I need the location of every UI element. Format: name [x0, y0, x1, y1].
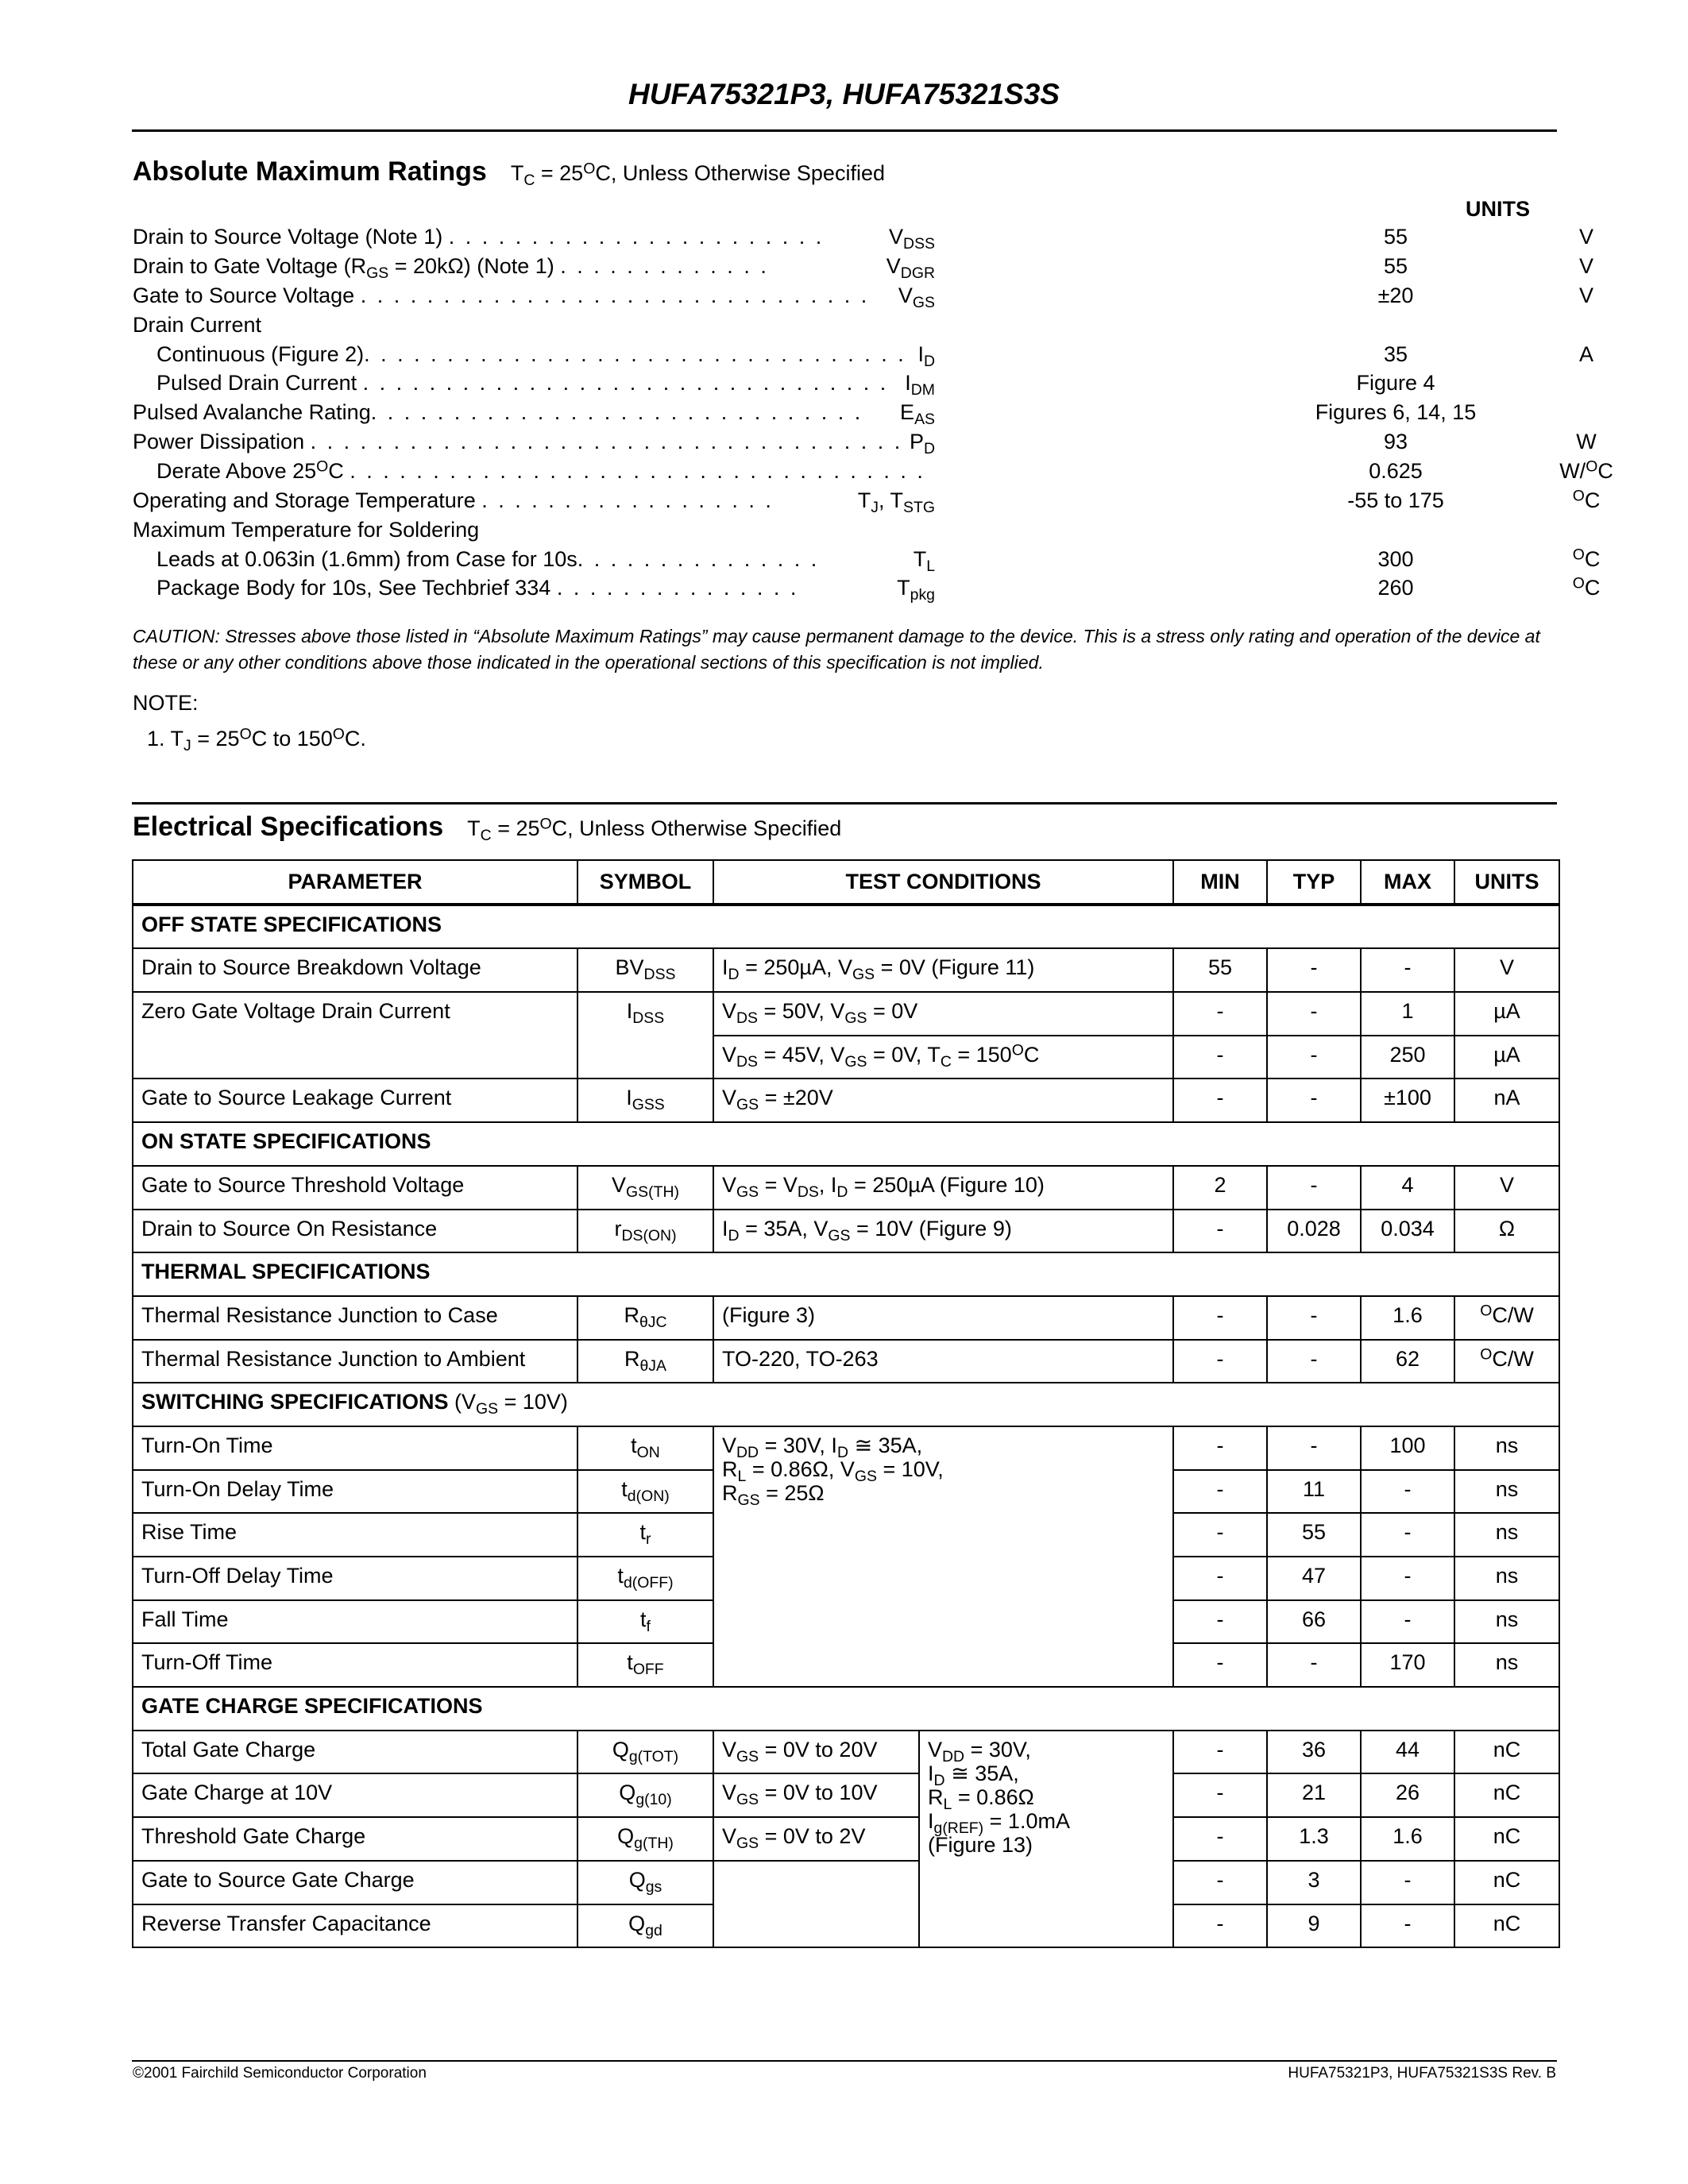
section-row-gate-charge: GATE CHARGE SPECIFICATIONS: [133, 1687, 1559, 1731]
table-row: Fall Time $t_f$ - 66 - ns: [133, 1600, 1559, 1644]
col-header-parameter: PARAMETER: [133, 860, 577, 905]
rating-value: ±20: [1377, 284, 1414, 307]
col-header-test-conditions: TEST CONDITIONS: [713, 860, 1173, 905]
note-title: NOTE:: [133, 691, 199, 715]
table-row: Turn-On Delay Time $t_{d(ON)}$ - 11 - ns: [133, 1470, 1559, 1514]
rating-row-eas: Pulsed Avalanche Rating. . . . . . . . . . . . . . . . . . . . . . . . . . . . . . $E_{AS}$ Figures 6, 14, 15: [133, 400, 1562, 429]
table-row: Drain to Source On Resistance $r_{DS(ON)}$ $I_D = 35A$, $V_{GS} = 10V$ (Figure 9) - 0.028 0.034 Ω: [133, 1210, 1559, 1253]
rating-row-vdss: Drain to Source Voltage (Note 1) . . . . . . . . . . . . . . . . . . . . . . . $V_{DSS}$ 55 V: [133, 225, 1562, 253]
table-row: Reverse Transfer Capacitance $Q_{gd}$ - 9 - nC: [133, 1904, 1559, 1948]
note-item-1: 1. $T_J = 25^OC$ to $150^OC$.: [147, 725, 366, 754]
table-row: Thermal Resistance Junction to Ambient $R_{\theta JA}$ TO-220, TO-263 - - 62 $^O$C/W: [133, 1340, 1559, 1383]
table-row: Gate to Source Threshold Voltage $V_{GS(TH)}$ $V_{GS} = V_{DS}$, $I_D = 250\mu A$ (Figure 10) 2 - 4 V: [133, 1166, 1559, 1210]
rating-unit: $^O$C: [1572, 546, 1601, 571]
table-row: Turn-Off Delay Time $t_{d(OFF)}$ - 47 - ns: [133, 1557, 1559, 1600]
rating-row-soldering: Maximum Temperature for Soldering: [133, 518, 480, 542]
rating-value: 55: [1383, 225, 1408, 249]
elec-spec-heading: [133, 812, 841, 843]
rating-value: Figures 6, 14, 15: [1315, 400, 1477, 424]
section-row-on-state: ON STATE SPECIFICATIONS: [133, 1122, 1559, 1166]
section-rule: [132, 802, 1557, 805]
rating-value: 35: [1383, 342, 1408, 366]
col-header-typ: TYP: [1267, 860, 1361, 905]
rating-unit: V: [1578, 225, 1593, 249]
rating-row-derate: Derate Above $25^OC$ . . . . . . . . . . . . . . . . . . . . . . . . . . . . . . . . . . . 0.625 W/$^O$C: [133, 459, 1562, 488]
rating-unit: V: [1578, 284, 1593, 307]
rating-row-tpkg: Package Body for 10s, See Techbrief 334 . . . . . . . . . . . . . . . $T_{pkg}$ 260 $^O$C: [133, 576, 1562, 604]
rating-value: 300: [1377, 547, 1414, 571]
rating-value: 0.625: [1369, 459, 1423, 483]
table-row: Threshold Gate Charge $Q_{g(TH)}$ $V_{GS} = 0V$ to 2V - 1.3 1.6 nC: [133, 1817, 1559, 1861]
rating-value: 55: [1383, 254, 1408, 278]
header-rule: [132, 129, 1557, 132]
rating-symbol: $V_{DGR}$: [886, 254, 935, 282]
rating-value: Figure 4: [1356, 371, 1435, 395]
rating-unit: A: [1578, 342, 1593, 366]
units-column-header: UNITS: [1466, 197, 1530, 221]
table-row: Drain to Source Breakdown Voltage $BV_{DSS}$ $I_D = 250\mu A$, $V_{GS} = 0V$ (Figure 11) 55 - - V: [133, 948, 1559, 992]
abs-max-heading: [133, 156, 885, 187]
abs-max-title: Absolute Maximum Ratings: [133, 156, 487, 187]
table-row: Gate to Source Gate Charge $Q_{gs}$ - 3 - nC: [133, 1861, 1559, 1904]
rating-row-pd: Power Dissipation . . . . . . . . . . . . . . . . . . . . . . . . . . . . . . . . . . . . $P_D$ 93 W: [133, 430, 1562, 458]
switching-test-conditions: $V_{DD} = 30V$, $I_D$ ≅ 35A, $R_L = 0.86\Omega$, $V_{GS} = 10V$, $R_{GS} = 25\Omega$: [713, 1426, 1173, 1687]
elec-spec-title: Electrical Specifications: [133, 812, 444, 842]
rating-symbol: $T_L$: [913, 547, 935, 575]
section-row-switching: SWITCHING SPECIFICATIONS $(V_{GS} = 10V)$: [133, 1383, 1559, 1426]
caution-text: CAUTION: Stresses above those listed in “Absolute Maximum Ratings” may cause permanent damage to the device. This is a stress only rating and operation of the device at these or any other conditions above those indicated in the operational sections of this specification is not implied.: [133, 626, 1540, 673]
rating-unit: W: [1576, 430, 1597, 453]
rating-symbol: $V_{DSS}$: [889, 225, 935, 253]
col-header-max: MAX: [1361, 860, 1454, 905]
rating-value: -55 to 175: [1347, 488, 1444, 512]
table-row: Gate to Source Leakage Current $I_{GSS}$ $V_{GS} = \pm 20V$ - - ±100 nA: [133, 1078, 1559, 1122]
table-row: Thermal Resistance Junction to Case $R_{\theta JC}$ (Figure 3) - - 1.6 $^O$C/W: [133, 1296, 1559, 1340]
footer-part-revision: HUFA75321P3, HUFA75321S3S Rev. B: [1288, 2065, 1556, 2082]
rating-row-vgs: Gate to Source Voltage . . . . . . . . . . . . . . . . . . . . . . . . . . . . . . . $V_{GS}$ ±20 V: [133, 284, 1562, 312]
abs-max-condition: $T_C = 25^OC$, Unless Otherwise Specified: [510, 160, 885, 189]
gate-charge-test-conditions: $V_{DD} = 30V$, $I_D$ ≅ 35A, $R_L = 0.86\Omega$ $I_{g(REF)} = 1.0mA$ (Figure 13): [919, 1731, 1173, 1947]
rating-value: 93: [1383, 430, 1408, 453]
rating-row-id: Continuous (Figure 2). . . . . . . . . . . . . . . . . . . . . . . . . . . . . . . . . $I_D$ 35 A: [133, 342, 1562, 371]
table-row: Zero Gate Voltage Drain Current $I_{DSS}$ $V_{DS} = 50V$, $V_{GS} = 0V$ - - 1 µA: [133, 992, 1559, 1036]
elec-spec-condition: $T_C = 25^OC$, Unless Otherwise Specified: [467, 815, 842, 844]
rating-symbol: $E_{AS}$: [900, 400, 935, 428]
rating-symbol: $V_{GS}$: [898, 284, 935, 311]
table-row: Gate Charge at 10V $Q_{g(10)}$ $V_{GS} = 0V$ to 10V - 21 26 nC: [133, 1773, 1559, 1817]
footer-rule: [132, 2060, 1557, 2062]
document-title: HUFA75321P3, HUFA75321S3S: [628, 78, 1060, 110]
rating-unit: V: [1578, 254, 1593, 278]
col-header-symbol: SYMBOL: [577, 860, 713, 905]
rating-row-vdgr: Drain to Gate Voltage $(R_{GS} = 20k\Omega)$ (Note 1) . . . . . . . . . . . . . $V_{DGR}$ 55 V: [133, 254, 1562, 283]
rating-symbol: $I_D$: [917, 342, 935, 370]
table-header-row: [133, 860, 1559, 905]
section-row-thermal: THERMAL SPECIFICATIONS: [133, 1252, 1559, 1296]
rating-symbol: $T_{pkg}$: [897, 576, 935, 604]
rating-symbol: $I_{DM}$: [905, 371, 935, 399]
rating-unit: W/$^O$C: [1559, 457, 1613, 483]
rating-unit: $^O$C: [1572, 574, 1601, 600]
col-header-units: UNITS: [1454, 860, 1559, 905]
rating-row-tj: Operating and Storage Temperature . . . . . . . . . . . . . . . . . . $T_J$, $T_{STG}$ -55 to 175 $^O$C: [133, 488, 1562, 517]
rating-unit: $^O$C: [1572, 487, 1601, 512]
table-row: Rise Time $t_r$ - 55 - ns: [133, 1513, 1559, 1557]
rating-row-idm: Pulsed Drain Current . . . . . . . . . . . . . . . . . . . . . . . . . . . . . . . . $I_{DM}$ Figure 4: [133, 371, 1562, 399]
rating-symbol: $T_J$, $T_{STG}$: [857, 488, 935, 516]
footer-copyright: ©2001 Fairchild Semiconductor Corporation: [133, 2065, 427, 2082]
rating-row-drain-current: Drain Current: [133, 313, 262, 337]
col-header-min: MIN: [1173, 860, 1267, 905]
table-row: $V_{DS} = 45V$, $V_{GS} = 0V$, $T_C = 150^OC$ - - 250 µA: [133, 1036, 1559, 1079]
rating-symbol: $P_D$: [909, 430, 935, 457]
section-row-off-state: OFF STATE SPECIFICATIONS: [133, 905, 1559, 949]
table-row: Turn-On Time $t_{ON}$ $V_{DD} = 30V$, $I_D$ ≅ 35A, $R_L = 0.86\Omega$, $V_{GS} = 10V$, $R_{GS} = 25\Omega$ - - 100 ns: [133, 1426, 1559, 1470]
rating-row-tl: Leads at 0.063in (1.6mm) from Case for 10s. . . . . . . . . . . . . . . $T_L$ 300 $^O$C: [133, 547, 1562, 576]
rating-value: 260: [1377, 576, 1414, 600]
table-row: Turn-Off Time $t_{OFF}$ - - 170 ns: [133, 1643, 1559, 1687]
table-row: Total Gate Charge $Q_{g(TOT)}$ $V_{GS} = 0V$ to 20V $V_{DD} = 30V$, $I_D$ ≅ 35A, $R_L = 0.86\Omega$ $I_{g(REF)} = 1.0mA$ (Figure 13) - 36 44 nC: [133, 1731, 1559, 1774]
electrical-spec-table: [132, 859, 1560, 1948]
